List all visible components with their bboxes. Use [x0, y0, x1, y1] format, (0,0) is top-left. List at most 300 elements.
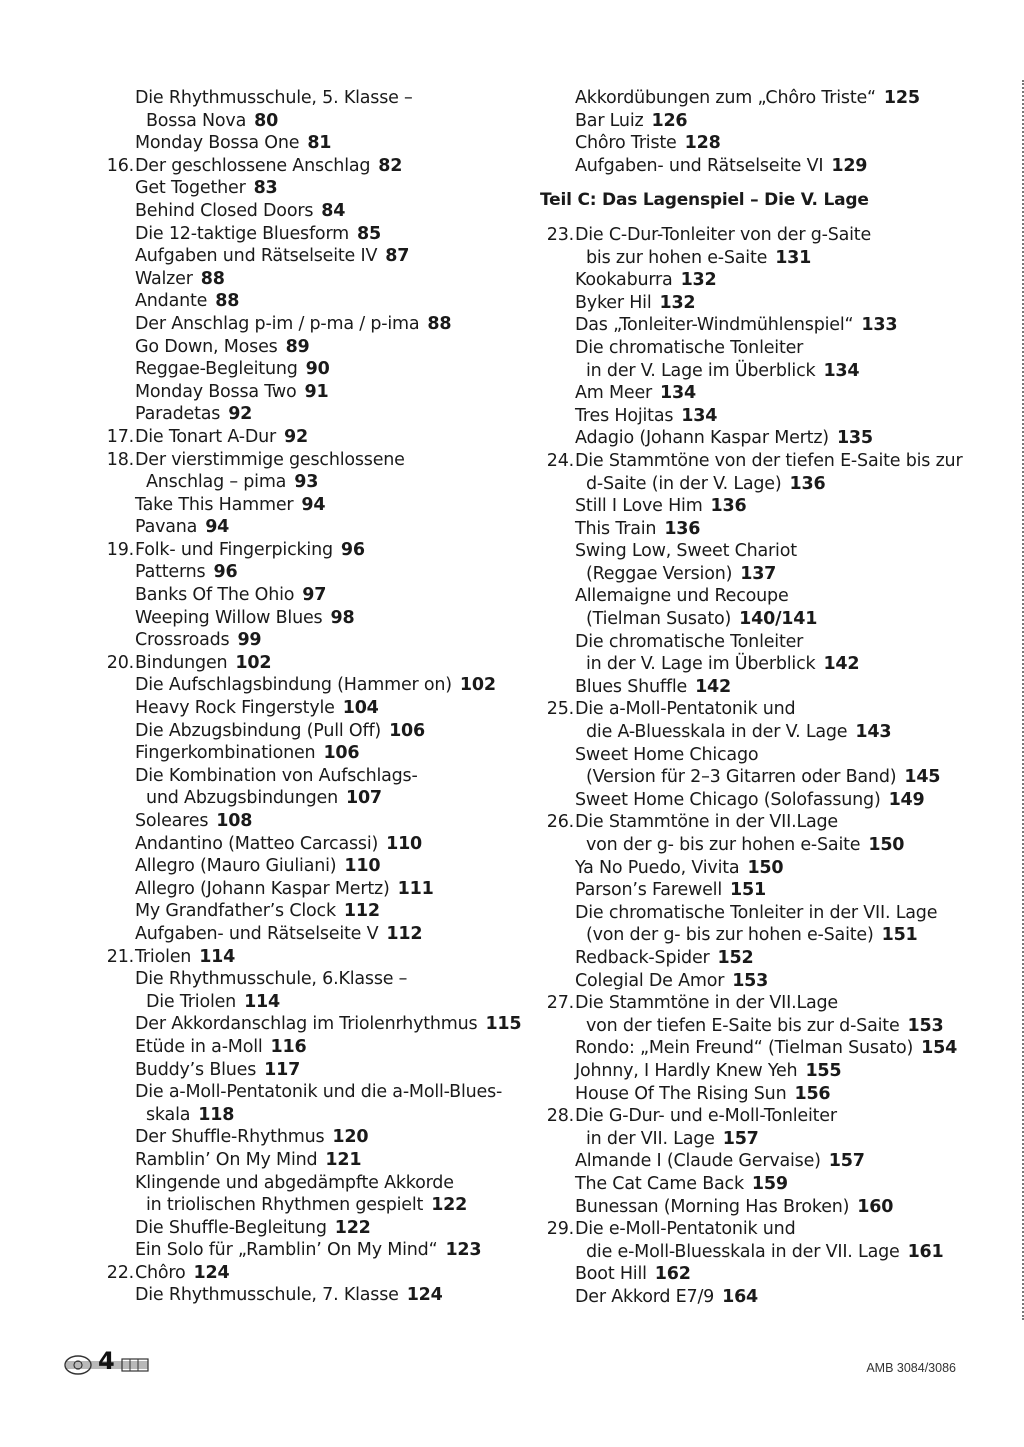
entry-title: [575, 405, 717, 428]
entry-title: [586, 653, 859, 676]
entry-title: [135, 946, 235, 969]
entry-title: [135, 1172, 462, 1195]
toc-entry: [540, 766, 980, 789]
chapter-number: 20.: [106, 652, 134, 673]
entry-page-number: 83: [253, 178, 278, 199]
entry-title-text: Go Down, Moses: [135, 336, 278, 357]
toc-entry: [100, 674, 530, 697]
entry-page-number: 84: [321, 200, 346, 221]
toc-entry: [540, 1105, 980, 1128]
entry-title: [135, 810, 252, 833]
entry-title-text: Bunessan (Morning Has Broken): [575, 1196, 850, 1217]
entry-title: [135, 742, 359, 765]
entry-title-text: Die a-Moll-Pentatonik und: [575, 699, 796, 720]
entry-page-number: 114: [199, 946, 236, 967]
entry-page-number: 142: [695, 676, 731, 697]
entry-page-number: 122: [431, 1195, 468, 1216]
toc-entry: [100, 245, 530, 268]
toc-entry: [100, 381, 530, 404]
toc-entry: [540, 450, 980, 473]
entry-title: [586, 1015, 943, 1038]
page-number: 4: [98, 1347, 115, 1375]
entry-title-text: Redback-Spider: [575, 947, 710, 968]
entry-title-text: Soleares: [135, 811, 209, 831]
entry-page-number: 150: [747, 857, 784, 878]
entry-page-number: 161: [907, 1241, 944, 1262]
toc-entry: [540, 879, 980, 902]
entry-title: [575, 585, 797, 608]
entry-title-text: Buddy’s Blues: [135, 1059, 257, 1080]
entry-page-number: 97: [302, 585, 327, 606]
entry-title-text: Tres Hojitas: [575, 405, 674, 426]
entry-title-text: Get Together: [135, 178, 246, 199]
entry-page-number: 107: [345, 788, 382, 809]
entry-title-text: Allegro (Johann Kaspar Mertz): [135, 878, 390, 899]
entry-title: [135, 968, 415, 991]
toc-entry: [100, 87, 530, 110]
toc-entry: [540, 1196, 980, 1219]
entry-title: [135, 607, 354, 630]
entry-page-number: 96: [340, 539, 365, 560]
entry-title-text: Sweet Home Chicago: [575, 744, 759, 765]
entry-title-text: Weeping Willow Blues: [135, 607, 323, 628]
entry-page-number: 155: [805, 1060, 842, 1081]
chapter-number: 29.: [546, 1219, 574, 1240]
entry-title-text: This Train: [575, 518, 657, 539]
entry-page-number: 159: [751, 1173, 788, 1194]
entry-title-text: Aufgaben- und Rätselseite VI: [575, 155, 824, 176]
entry-title: [575, 1037, 957, 1060]
entry-title: [575, 224, 879, 247]
entry-title-text: Andante: [135, 291, 208, 312]
toc-entry: [540, 1128, 980, 1151]
entry-title-text: Johnny, I Hardly Knew Yeh: [575, 1060, 798, 1081]
entry-page-number: 140/141: [739, 609, 818, 630]
entry-title: [575, 495, 746, 518]
entry-page-number: 156: [794, 1083, 831, 1104]
section-heading-text: Teil C: Das Lagenspiel – Die V. Lage: [540, 190, 869, 211]
toc-entry: [100, 1239, 530, 1262]
toc-entry: [100, 878, 530, 901]
entry-page-number: 122: [334, 1217, 371, 1238]
entry-page-number: 152: [717, 947, 754, 968]
entry-title: [135, 765, 426, 788]
entry-title: [135, 516, 229, 539]
toc-entry: [100, 336, 530, 359]
entry-page-number: 153: [907, 1015, 944, 1036]
entry-title: [135, 177, 278, 200]
toc-entry: [540, 857, 980, 880]
entry-title: [135, 584, 326, 607]
entry-title-text: Etüde in a-Moll: [135, 1036, 263, 1057]
entry-title-text: Die Rhythmusschule, 6.Klasse –: [135, 969, 408, 990]
entry-title-text: Der Shuffle-Rhythmus: [135, 1127, 325, 1148]
entry-title: [575, 87, 920, 110]
entry-page-number: 126: [651, 110, 688, 131]
entry-title: [575, 540, 805, 563]
entry-title: [575, 155, 867, 178]
entry-page-number: 145: [904, 767, 941, 788]
entry-page-number: 94: [301, 494, 326, 515]
chapter-number: 21.: [106, 946, 134, 967]
entry-page-number: 110: [344, 856, 381, 877]
entry-title: [575, 857, 783, 880]
entry-title: [135, 1081, 510, 1104]
toc-entry: [100, 358, 530, 381]
entry-title-text: Die 12-taktige Bluesform: [135, 223, 349, 244]
toc-entry: [540, 427, 980, 450]
entry-title-text: in triolischen Rhythmen gespielt: [146, 1195, 424, 1216]
entry-title: [135, 245, 409, 268]
toc-entry: [540, 970, 980, 993]
toc-entry: [540, 1037, 980, 1060]
entry-page-number: 160: [857, 1196, 894, 1217]
entry-page-number: 164: [722, 1286, 759, 1307]
toc-entry: [540, 1173, 980, 1196]
entry-title-text: Allegro (Mauro Giuliani): [135, 856, 337, 877]
toc-entry: [540, 676, 980, 699]
entry-title: [575, 269, 717, 292]
entry-page-number: 80: [254, 110, 279, 131]
entry-title-text: Kookaburra: [575, 270, 673, 291]
toc-entry: [540, 721, 980, 744]
entry-page-number: 89: [285, 336, 310, 357]
entry-title-text: (Tielman Susato): [586, 609, 732, 630]
entry-title: [575, 879, 766, 902]
entry-page-number: 124: [406, 1285, 443, 1306]
toc-entry: [100, 1081, 530, 1104]
entry-title-text: in der VII. Lage: [586, 1128, 715, 1149]
entry-title-text: Die e-Moll-Pentatonik und: [575, 1219, 796, 1240]
entry-title-text: Die Shuffle-Begleitung: [135, 1217, 327, 1238]
entry-title: [575, 744, 766, 767]
entry-title: [135, 1239, 481, 1262]
entry-page-number: 132: [659, 292, 696, 313]
entry-title: [135, 1126, 368, 1149]
entry-title: [135, 290, 239, 313]
entry-title: [586, 360, 859, 383]
entry-title: [575, 676, 731, 699]
toc-entry: [100, 1262, 530, 1285]
entry-title-text: Die Kombination von Aufschlags-: [135, 765, 418, 786]
toc-entry: [100, 1036, 530, 1059]
entry-title-text: von der g- bis zur hohen e-Saite: [586, 835, 861, 855]
entry-page-number: 92: [228, 404, 253, 425]
entry-title-text: Die C-Dur-Tonleiter von der g-Saite: [575, 224, 872, 245]
entry-title-text: d-Saite (in der V. Lage): [586, 473, 782, 494]
entry-title-text: die e-Moll-Bluesskala in der VII. Lage: [586, 1241, 900, 1262]
toc-entry: [540, 608, 980, 631]
entry-page-number: 157: [828, 1151, 865, 1172]
entry-title-text: Blues Shuffle: [575, 676, 688, 697]
entry-title-text: in der V. Lage im Überblick: [586, 654, 816, 675]
entry-title-text: Die Stammtöne in der VII.Lage: [575, 993, 838, 1014]
toc-entry: [100, 1104, 530, 1127]
entry-title: [575, 1286, 758, 1309]
entry-title-text: (Reggae Version): [586, 563, 733, 584]
entry-page-number: 123: [445, 1240, 482, 1261]
chapter-number: 22.: [106, 1262, 134, 1283]
entry-page-number: 116: [270, 1036, 307, 1057]
entry-title: [135, 1217, 371, 1240]
entry-page-number: 106: [389, 720, 425, 741]
toc-entry: [540, 360, 980, 383]
toc-entry: [540, 563, 980, 586]
toc-right-column: [540, 87, 980, 1308]
entry-page-number: 110: [386, 833, 423, 854]
toc-entry: [100, 494, 530, 517]
toc-entry: [100, 900, 530, 923]
toc-entry: [540, 811, 980, 834]
toc-entry: [540, 473, 980, 496]
toc-entry: [100, 561, 530, 584]
entry-page-number: 135: [836, 428, 873, 449]
entry-title: [146, 1194, 467, 1217]
toc-entry: [540, 495, 980, 518]
entry-title-text: Monday Bossa Two: [135, 381, 297, 402]
entry-page-number: 136: [710, 496, 747, 517]
toc-entry: [100, 1013, 530, 1036]
entry-title-text: Die chromatische Tonleiter in der VII. Lage: [575, 902, 938, 923]
toc-entry: [540, 744, 980, 767]
entry-page-number: 85: [356, 223, 381, 244]
toc-entry: [100, 923, 530, 946]
entry-page-number: 88: [215, 291, 240, 312]
toc-entry: [100, 313, 530, 336]
entry-title: [575, 450, 970, 473]
entry-title: [135, 697, 379, 720]
entry-title-text: Pavana: [135, 517, 198, 538]
entry-title-text: bis zur hohen e-Saite: [586, 247, 768, 268]
entry-title-text: Bar Luiz: [575, 110, 644, 131]
toc-entry: [100, 833, 530, 856]
toc-entry: [540, 224, 980, 247]
entry-title: [135, 1284, 443, 1307]
toc-entry: [100, 787, 530, 810]
entry-title-text: Die Stammtöne in der VII.Lage: [575, 812, 838, 833]
entry-page-number: 99: [237, 630, 262, 651]
entry-page-number: 112: [343, 901, 380, 922]
entry-title: [135, 878, 434, 901]
entry-title: [575, 992, 846, 1015]
toc-entry: [540, 924, 980, 947]
toc-entry: [540, 1286, 980, 1309]
entry-page-number: 151: [881, 925, 918, 946]
entry-title: [135, 855, 380, 878]
entry-title: [135, 900, 380, 923]
entry-page-number: 88: [200, 268, 225, 289]
entry-title: [586, 563, 776, 586]
toc-entry: [540, 631, 980, 654]
entry-page-number: 98: [330, 607, 355, 628]
toc-entry: [540, 110, 980, 133]
entry-page-number: 129: [831, 155, 868, 176]
entry-title-text: House Of The Rising Sun: [575, 1083, 787, 1104]
entry-page-number: 81: [307, 133, 332, 154]
entry-page-number: 91: [304, 381, 329, 402]
entry-title: [135, 381, 328, 404]
entry-title: [575, 1263, 691, 1286]
entry-title: [575, 789, 925, 812]
entry-title: [586, 608, 817, 631]
entry-page-number: 90: [305, 359, 330, 380]
entry-page-number: 154: [921, 1038, 958, 1059]
entry-title-text: Aufgaben und Rätselseite IV: [135, 246, 378, 267]
entry-title: [135, 652, 271, 675]
entry-page-number: 92: [284, 426, 308, 447]
entry-title: [135, 1149, 361, 1172]
chapter-number: 17.: [106, 426, 134, 447]
entry-title: [575, 902, 945, 925]
entry-title-text: Bindungen: [135, 652, 228, 673]
entry-title-text: Crossroads: [135, 630, 230, 651]
entry-page-number: 88: [427, 313, 452, 334]
toc-entry: [540, 1263, 980, 1286]
entry-title: [575, 1060, 841, 1083]
entry-title-text: Fingerkombinationen: [135, 743, 316, 764]
entry-title-text: die A-Bluesskala in der V. Lage: [586, 722, 848, 743]
entry-title-text: Klingende und abgedämpfte Akkorde: [135, 1172, 454, 1193]
toc-entry: [540, 992, 980, 1015]
toc-entry: [100, 765, 530, 788]
toc-entry: [100, 1149, 530, 1172]
entry-title: [575, 518, 700, 541]
entry-title-text: Die chromatische Tonleiter: [575, 631, 804, 652]
toc-entry: [540, 789, 980, 812]
entry-title: [575, 970, 768, 993]
toc-entry: [540, 518, 980, 541]
entry-title-text: Folk- und Fingerpicking: [135, 539, 333, 560]
toc-entry: [100, 403, 530, 426]
entry-title-text: von der tiefen E-Saite bis zur d-Saite: [586, 1015, 900, 1036]
entry-title-text: Swing Low, Sweet Chariot: [575, 541, 797, 562]
entry-title: [135, 336, 310, 359]
toc-entry: [540, 698, 980, 721]
toc-entry: [540, 269, 980, 292]
entry-title-text: Boot Hill: [575, 1264, 647, 1285]
entry-page-number: 87: [385, 246, 410, 267]
entry-page-number: 93: [294, 472, 319, 493]
entry-page-number: 153: [732, 970, 769, 991]
toc-entry: [100, 607, 530, 630]
entry-page-number: 149: [888, 789, 925, 810]
entry-title-text: Patterns: [135, 562, 206, 583]
entry-page-number: 125: [883, 88, 920, 108]
entry-page-number: 162: [654, 1264, 691, 1285]
entry-title-text: Still I Love Him: [575, 496, 703, 517]
entry-title: [575, 1150, 865, 1173]
entry-page-number: 134: [823, 360, 860, 381]
entry-title: [586, 721, 891, 744]
entry-title-text: Paradetas: [135, 404, 221, 425]
entry-title: [586, 1241, 944, 1264]
entry-title: [135, 561, 237, 584]
entry-title-text: Der Akkord E7/9: [575, 1286, 715, 1307]
entry-title: [586, 924, 918, 947]
entry-title-text: Der Anschlag p-im / p-ma / p-ima: [135, 313, 420, 334]
entry-title: [586, 247, 811, 270]
entry-title: [135, 1036, 306, 1059]
entry-title-text: Aufgaben- und Rätselseite V: [135, 923, 379, 944]
entry-page-number: 94: [205, 517, 230, 538]
toc-entry: [100, 991, 530, 1014]
chapter-number: 19.: [106, 539, 134, 560]
toc-entry: [100, 1059, 530, 1082]
entry-title-text: Chôro: [135, 1262, 186, 1283]
entry-title-text: Walzer: [135, 268, 193, 289]
entry-title: [135, 629, 261, 652]
toc-entry: [100, 629, 530, 652]
entry-page-number: 102: [459, 675, 496, 696]
toc-entry: [100, 697, 530, 720]
chapter-number: 24.: [546, 450, 574, 471]
entry-title: [146, 1104, 234, 1127]
entry-title: [586, 834, 904, 857]
entry-title: [135, 494, 325, 517]
entry-title: [146, 991, 280, 1014]
toc-entry: [540, 540, 980, 563]
entry-title-text: und Abzugsbindungen: [146, 788, 338, 809]
entry-page-number: 142: [823, 654, 860, 675]
entry-title-text: Die Tonart A-Dur: [135, 426, 276, 447]
entry-page-number: 136: [664, 518, 701, 539]
entry-title: [135, 200, 345, 223]
toc-entry: [100, 1194, 530, 1217]
toc-entry: [100, 1172, 530, 1195]
entry-title-text: Almande I (Claude Gervaise): [575, 1151, 821, 1172]
entry-title: [575, 1196, 893, 1219]
entry-title-text: Die Rhythmusschule, 5. Klasse –: [135, 88, 413, 108]
entry-title-text: Die G-Dur- und e-Moll-Tonleiter: [575, 1106, 837, 1127]
chapter-number: 28.: [546, 1106, 574, 1127]
entry-title: [135, 1013, 521, 1036]
entry-page-number: 121: [325, 1149, 362, 1170]
entry-page-number: 137: [740, 563, 777, 584]
entry-title-text: Akkordübungen zum „Chôro Triste“: [575, 88, 876, 108]
toc-entry: [100, 110, 530, 133]
toc-entry: [540, 1015, 980, 1038]
entry-title: [586, 1128, 759, 1151]
toc-entry: [100, 516, 530, 539]
toc-entry: [540, 132, 980, 155]
entry-page-number: 115: [485, 1014, 522, 1035]
toc-entry: [100, 155, 530, 178]
toc-entry: [100, 855, 530, 878]
entry-title-text: Die a-Moll-Pentatonik und die a-Moll-Blues-: [135, 1082, 503, 1103]
entry-title-text: Ein Solo für „Ramblin’ On My Mind“: [135, 1240, 438, 1261]
entry-title-text: Andantino (Matteo Carcassi): [135, 833, 379, 854]
entry-page-number: 134: [660, 383, 696, 404]
entry-title: [575, 1173, 788, 1196]
toc-entry: [540, 653, 980, 676]
entry-title: [586, 473, 825, 496]
entry-title: [135, 1059, 300, 1082]
entry-title-text: skala: [146, 1104, 191, 1125]
entry-title-text: Banks Of The Ohio: [135, 585, 295, 606]
toc-entry: [540, 405, 980, 428]
entry-title: [135, 674, 496, 697]
toc-entry: [100, 652, 530, 675]
entry-title-text: Die Abzugsbindung (Pull Off): [135, 720, 382, 741]
chapter-number: 16.: [106, 155, 134, 176]
toc-entry: [540, 155, 980, 178]
entry-page-number: 117: [264, 1059, 301, 1080]
entry-title: [135, 268, 225, 291]
entry-title-text: The Cat Came Back: [575, 1173, 744, 1194]
entry-title: [135, 313, 451, 336]
toc-entry: [100, 268, 530, 291]
entry-title-text: Bossa Nova: [146, 110, 247, 131]
